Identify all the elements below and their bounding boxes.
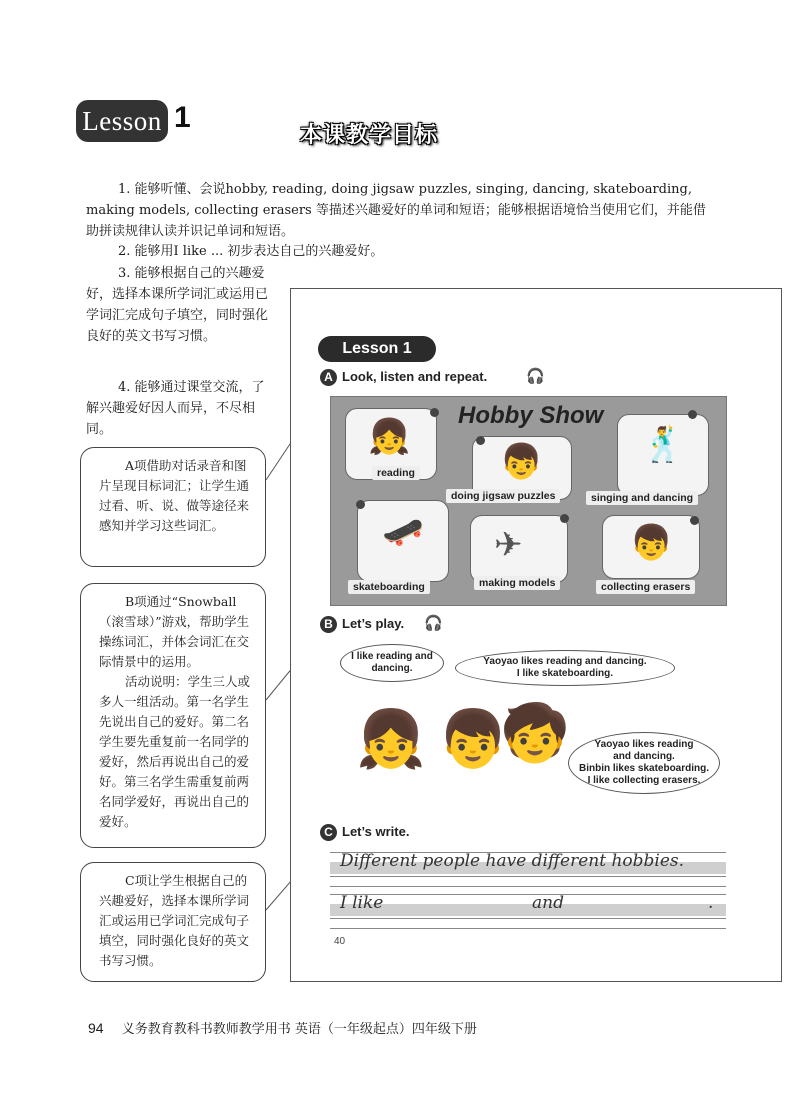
pin-icon <box>688 410 697 419</box>
reading-girl-icon: 👧 <box>368 417 411 457</box>
note-b-text: B项通过“Snowball（滚雪球）”游戏，帮助学生操练词汇，并体会词汇在交际情景中的运用。 <box>99 594 250 669</box>
objective-4: 4. 能够通过课堂交流，了解兴趣爱好因人而异，不尽相同。 <box>86 380 265 437</box>
bubble-3-line-1: Yaoyao likes reading <box>594 739 694 750</box>
writing-line <box>330 918 726 919</box>
lesson-badge: Lesson <box>76 100 168 142</box>
writing-line <box>330 876 726 877</box>
speech-bubble-2 <box>455 650 675 686</box>
writing-line <box>330 894 726 895</box>
objective-3: 3. 能够根据自己的兴趣爱好，选择本课所学词汇或运用已学词汇完成句子填空，同时强化良好的英文书写习惯。 <box>86 266 269 344</box>
section-a-title: Look, listen and repeat. <box>342 369 488 384</box>
caption-erasers: collecting erasers <box>596 580 695 594</box>
boy-third-icon: 🧒 <box>500 701 570 766</box>
writing-line <box>330 928 726 929</box>
pin-icon <box>560 514 569 523</box>
section-a-marker: A <box>320 369 337 386</box>
caption-skateboarding: skateboarding <box>348 580 430 594</box>
jigsaw-boy-icon: 👦 <box>500 442 543 482</box>
headphones-icon: 🎧 <box>424 614 443 632</box>
book-lesson-label: Lesson 1 <box>318 336 436 362</box>
note-c-text: C项让学生根据自己的兴趣爱好，选择本课所学词汇或运用已学词汇完成句子填空，同时强化良好的英文书写习惯。 <box>99 873 250 968</box>
bubble-2-line-1: Yaoyao likes reading and dancing. <box>483 656 647 667</box>
bubble-3-line-3: Binbin likes skateboarding. <box>578 763 710 774</box>
note-b-activity: 活动说明：学生三人或多人一组活动。第一名学生先说出自己的爱好。第二名学生要先重复前一名同学的爱好，然后再说出自己的爱好。第三名学生需重复前两名同学爱好，再说出自己的爱好。 <box>99 674 251 829</box>
caption-reading: reading <box>372 466 420 480</box>
boy-binbin-icon: 👦 <box>438 707 508 772</box>
objective-1: 1. 能够听懂、会说hobby, reading, doing jigsaw puzzles, singing, dancing, skateboarding, making models, collecting erasers 等描述兴趣爱好的单词和短语；能够根据语境恰当使用它们，并能借助拼读规律认读并识记单词和短语。 <box>86 182 706 239</box>
page-title: 本课教学目标 <box>300 123 439 148</box>
lesson-number: 1 <box>174 101 191 134</box>
skateboarding-boy-icon: 🛹 <box>382 512 425 552</box>
headphones-icon: 🎧 <box>526 367 545 385</box>
writing-band <box>330 904 726 916</box>
dancing-boy-icon: 🕺 <box>642 425 685 465</box>
bubble-2-line-2: I like skateboarding. <box>516 668 614 679</box>
girl-yaoyao-icon: 👧 <box>356 707 426 772</box>
footer-title: 义务教育教科书教师教学用书 英语（一年级起点）四年级下册 <box>121 1022 477 1037</box>
pin-icon <box>476 436 485 445</box>
model-plane-icon: ✈ <box>494 525 523 565</box>
write-i-like: I like <box>340 893 384 913</box>
footer <box>88 1018 477 1037</box>
note-a-text: A项借助对话录音和图片呈现目标词汇；让学生通过看、听、说、做等途径来感知并学习这些词汇。 <box>99 458 250 533</box>
caption-jigsaw: doing jigsaw puzzles <box>446 489 560 503</box>
speech-bubble-3 <box>568 732 720 794</box>
caption-models: making models <box>474 576 560 590</box>
bubble-1-text: I like reading and dancing. <box>351 651 433 674</box>
section-b-title: Let’s play. <box>342 616 405 631</box>
hobby-show-title: Hobby Show <box>458 402 604 429</box>
objective-2: 2. 能够用I like ... 初步表达自己的兴趣爱好。 <box>118 244 384 259</box>
section-c-title: Let’s write. <box>342 824 410 839</box>
write-period: . <box>708 893 714 913</box>
bubble-3-line-2: and dancing. <box>613 751 675 762</box>
pin-icon <box>690 516 699 525</box>
write-and: and <box>532 893 564 913</box>
write-sentence: Different people have different hobbies. <box>340 851 685 871</box>
pin-icon <box>356 500 365 509</box>
student-book-page <box>290 288 782 982</box>
section-b-marker: B <box>320 616 337 633</box>
speech-bubble-1 <box>340 644 444 682</box>
caption-singing: singing and dancing <box>586 491 698 505</box>
book-page-number: 40 <box>334 936 346 947</box>
writing-line <box>330 886 726 887</box>
bubble-3-line-4: I like collecting erasers. <box>587 775 701 786</box>
section-c-marker: C <box>320 824 337 841</box>
pin-icon <box>430 408 439 417</box>
footer-page-number: 94 <box>88 1020 104 1036</box>
erasers-boy-icon: 👦 <box>630 523 673 563</box>
